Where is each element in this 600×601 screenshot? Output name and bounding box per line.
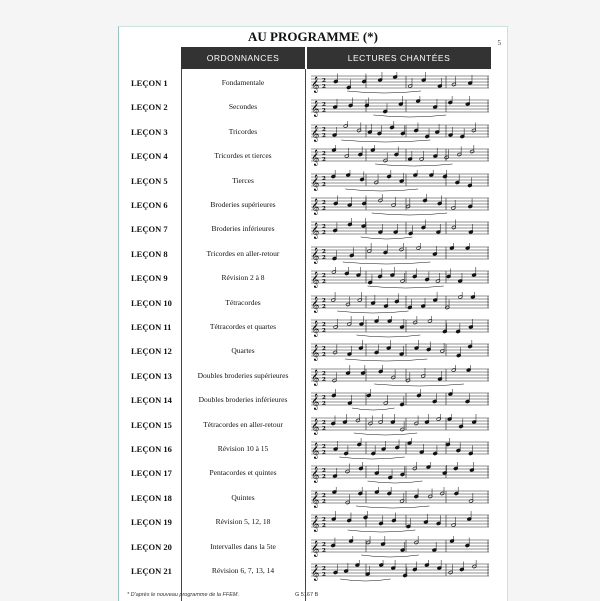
music-staff <box>311 170 489 192</box>
lesson-row <box>119 461 507 485</box>
slur <box>368 286 444 288</box>
time-signature: 2 <box>322 352 326 359</box>
time-signature: 2 <box>322 395 326 402</box>
treble-clef-icon: 𝄞 <box>311 296 320 313</box>
lesson-label: LEÇON 20 <box>131 541 172 552</box>
time-signature: 2 <box>322 279 326 286</box>
time-signature: 2 <box>322 126 326 133</box>
lesson-label: LEÇON 15 <box>131 419 172 430</box>
ordonnance-label: Révision 5, 12, 18 <box>215 517 271 527</box>
music-staff <box>311 536 489 558</box>
time-signature: 2 <box>322 322 326 328</box>
lesson-label: LEÇON 14 <box>131 395 172 406</box>
ordonnance-label: Tierces <box>232 175 254 185</box>
treble-clef-icon: 𝄞 <box>311 223 320 240</box>
slur <box>345 359 427 361</box>
slur <box>339 457 405 459</box>
slur <box>361 555 419 557</box>
music-staff <box>311 267 489 289</box>
lesson-row <box>119 144 507 168</box>
time-signature: 2 <box>322 206 326 212</box>
slur <box>361 237 413 239</box>
lesson-row <box>119 535 507 559</box>
ordonnance-label: Révision 10 à 15 <box>217 444 269 453</box>
slur <box>372 213 447 215</box>
ordonnance-label: Secondes <box>228 102 258 112</box>
ordonnance-label: Tricordes et tierces <box>214 151 272 161</box>
music-staff <box>311 414 489 436</box>
treble-clef-icon: 𝄞 <box>311 101 320 118</box>
page-number: 5 <box>497 39 501 47</box>
time-signature: 2 <box>322 224 326 231</box>
lesson-row <box>119 193 507 217</box>
treble-clef-icon: 𝄞 <box>311 491 320 508</box>
lesson-label: LEÇON 2 <box>131 102 168 113</box>
lesson-row <box>119 169 507 193</box>
header-ordonnances: ORDONNANCES <box>181 47 305 69</box>
lesson-row <box>119 510 507 534</box>
slur <box>374 384 464 386</box>
slur <box>354 433 417 435</box>
slur <box>343 262 431 264</box>
music-staff <box>311 145 489 167</box>
time-signature: 2 <box>322 517 326 524</box>
ordonnance-label: Intervalles dans la 5te <box>210 541 276 551</box>
ordonnance-label: Quartes <box>231 346 255 356</box>
music-staff <box>311 462 489 484</box>
ordonnance-label: Révision 6, 7, 13, 14 <box>211 566 275 575</box>
treble-clef-icon: 𝄞 <box>311 321 320 337</box>
lesson-label: LEÇON 11 <box>131 322 172 332</box>
time-signature: 2 <box>322 425 326 432</box>
music-staff <box>311 316 489 338</box>
music-staff <box>311 438 489 460</box>
ordonnance-label: Fondamentale <box>221 78 265 87</box>
treble-clef-icon: 𝄞 <box>311 394 320 411</box>
catalog-code: G 5167 B <box>295 592 319 598</box>
lesson-label: LEÇON 1 <box>131 78 168 88</box>
lesson-row <box>119 339 507 363</box>
slur <box>341 140 430 142</box>
treble-clef-icon: 𝄞 <box>311 565 320 581</box>
lesson-label: LEÇON 19 <box>131 517 172 528</box>
music-staff <box>311 218 489 240</box>
slur <box>348 530 416 532</box>
time-signature: 2 <box>322 498 326 505</box>
lesson-row <box>119 486 507 510</box>
time-signature: 2 <box>322 108 326 115</box>
time-signature: 2 <box>322 566 326 572</box>
lesson-row <box>119 437 507 461</box>
time-signature: 2 <box>322 328 326 334</box>
slur <box>340 579 390 581</box>
ordonnance-label: Broderies supérieures <box>210 200 276 209</box>
slur <box>373 115 446 117</box>
time-signature: 2 <box>322 132 326 139</box>
time-signature: 2 <box>322 474 326 481</box>
ordonnance-label: Broderies inférieures <box>211 224 275 234</box>
lesson-row <box>119 364 507 388</box>
music-staff <box>311 560 489 582</box>
time-signature: 2 <box>322 376 326 383</box>
lesson-label: LEÇON 17 <box>131 468 172 479</box>
music-staff <box>311 121 489 143</box>
time-signature: 2 <box>322 541 326 548</box>
music-staff <box>311 292 489 314</box>
ordonnance-label: Quintes <box>231 492 255 502</box>
lesson-row <box>119 315 507 339</box>
lesson-label: LEÇON 4 <box>131 151 168 162</box>
lesson-label: LEÇON 3 <box>131 126 168 137</box>
score-page <box>118 26 508 601</box>
time-signature: 2 <box>322 151 326 158</box>
ordonnance-label: Tétracordes en aller-retour <box>203 419 283 429</box>
ordonnance-label: Tétracordes et quartes <box>209 322 277 331</box>
time-signature: 2 <box>322 492 326 499</box>
time-signature: 2 <box>322 303 326 310</box>
page-title: AU PROGRAMME (*) <box>248 29 378 44</box>
music-staff <box>311 389 489 411</box>
time-signature: 2 <box>322 254 326 261</box>
music-staff <box>311 340 489 362</box>
music-staff <box>311 72 489 94</box>
ordonnance-label: Pentacordes et quintes <box>209 468 277 478</box>
time-signature: 2 <box>322 230 326 237</box>
time-signature: 2 <box>322 419 326 426</box>
lesson-label: LEÇON 13 <box>131 370 172 381</box>
time-signature: 2 <box>322 200 326 206</box>
ordonnance-label: Tricordes en aller-retour <box>206 248 280 258</box>
lesson-row <box>119 71 507 95</box>
time-signature: 2 <box>322 297 326 304</box>
ordonnance-label: Doubles broderies inférieures <box>198 395 288 405</box>
treble-clef-icon: 𝄞 <box>311 272 320 289</box>
treble-clef-icon: 𝄞 <box>311 77 320 93</box>
lesson-row <box>119 95 507 119</box>
lesson-label: LEÇON 9 <box>131 273 168 284</box>
treble-clef-icon: 𝄞 <box>311 125 320 142</box>
time-signature: 2 <box>322 547 326 554</box>
music-staff <box>311 487 489 509</box>
slur <box>345 189 418 191</box>
music-staff <box>311 365 489 387</box>
time-signature: 2 <box>322 444 326 450</box>
time-signature: 2 <box>322 572 326 578</box>
lesson-row <box>119 120 507 144</box>
slur <box>347 91 421 93</box>
music-staff <box>311 511 489 533</box>
time-signature: 2 <box>322 273 326 280</box>
treble-clef-icon: 𝄞 <box>311 540 320 557</box>
lesson-label: LEÇON 5 <box>131 175 168 186</box>
lesson-row <box>119 413 507 437</box>
time-signature: 2 <box>322 175 326 182</box>
time-signature: 2 <box>322 523 326 530</box>
time-signature: 2 <box>322 157 326 164</box>
slur <box>356 506 429 508</box>
time-signature: 2 <box>322 102 326 109</box>
footnote: * D'après le nouveau programme de la FFEM. <box>127 592 240 598</box>
lesson-row <box>119 266 507 290</box>
treble-clef-icon: 𝄞 <box>311 247 320 264</box>
ordonnance-label: Révision 2 à 8 <box>221 273 265 283</box>
music-staff <box>311 243 489 265</box>
treble-clef-icon: 𝄞 <box>311 467 320 484</box>
treble-clef-icon: 𝄞 <box>311 199 320 215</box>
treble-clef-icon: 𝄞 <box>311 150 320 167</box>
treble-clef-icon: 𝄞 <box>311 516 320 533</box>
lesson-row <box>119 217 507 241</box>
lesson-row <box>119 242 507 266</box>
lesson-row <box>119 291 507 315</box>
slur <box>375 164 452 166</box>
slur <box>352 408 395 410</box>
lesson-row <box>119 388 507 412</box>
lesson-label: LEÇON 7 <box>131 224 168 235</box>
time-signature: 2 <box>322 248 326 255</box>
music-staff <box>311 96 489 118</box>
treble-clef-icon: 𝄞 <box>311 345 320 362</box>
time-signature: 2 <box>322 401 326 408</box>
time-signature: 2 <box>322 78 326 84</box>
ordonnance-label: Tricordes <box>228 126 258 136</box>
time-signature: 2 <box>322 346 326 353</box>
treble-clef-icon: 𝄞 <box>311 443 320 459</box>
slur <box>337 311 408 313</box>
lesson-label: LEÇON 10 <box>131 297 172 308</box>
time-signature: 2 <box>322 84 326 90</box>
lesson-label: LEÇON 8 <box>131 248 168 259</box>
music-staff <box>311 194 489 216</box>
lesson-row <box>119 559 507 583</box>
lesson-label: LEÇON 21 <box>131 566 172 576</box>
time-signature: 2 <box>322 468 326 475</box>
header-lectures: LECTURES CHANTÉES <box>307 47 491 69</box>
treble-clef-icon: 𝄞 <box>311 369 320 386</box>
time-signature: 2 <box>322 450 326 456</box>
slur <box>368 481 423 483</box>
time-signature: 2 <box>322 370 326 377</box>
lesson-label: LEÇON 6 <box>131 200 168 210</box>
ordonnance-label: Tétracordes <box>225 297 261 307</box>
slur <box>356 335 420 337</box>
time-signature: 2 <box>322 181 326 188</box>
lesson-label: LEÇON 18 <box>131 492 172 503</box>
treble-clef-icon: 𝄞 <box>311 174 320 191</box>
lesson-label: LEÇON 16 <box>131 444 172 454</box>
lesson-label: LEÇON 12 <box>131 346 172 357</box>
ordonnance-label: Doubles broderies supérieures <box>197 370 289 380</box>
treble-clef-icon: 𝄞 <box>311 418 320 435</box>
